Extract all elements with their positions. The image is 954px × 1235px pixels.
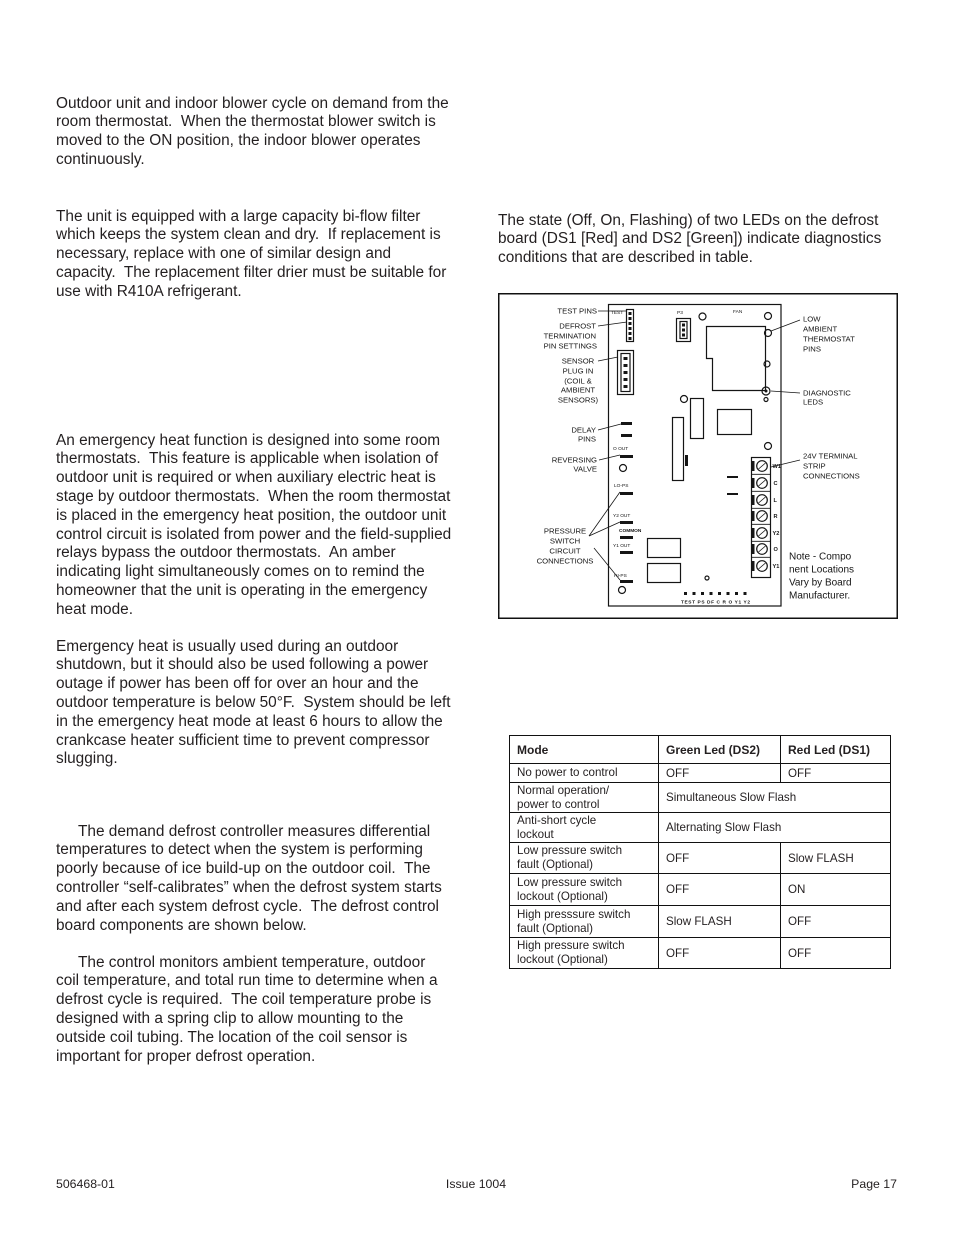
red-led-cell: OFF <box>781 938 891 969</box>
mode-cell: Low pressure switch fault (Optional) <box>510 843 659 874</box>
label-sensor-plug: AMBIENT <box>560 385 596 395</box>
red-led-cell: ON <box>781 874 891 906</box>
mode-cell: No power to control <box>510 764 659 783</box>
terminal-label: O <box>773 547 778 553</box>
mode-cell: High pressure switch lockout (Optional) <box>510 938 659 969</box>
demand-defrost-paragraph: The demand defrost controller measures differential temperatures to detect when the system is performing poorly because of ice build-up on the outdoor coil. The controller “self-calibrates” when the defrost system starts and after each system defrost cycle. The defrost control board components are shown below. <box>56 822 442 934</box>
table-row <box>510 874 891 906</box>
terminal-label: W1 <box>772 464 781 470</box>
filter-drier-paragraph: The unit is equipped with a large capacity bi-flow filter which keeps the system clean and dry. If replacement is necessary, replace with one of similar design and capacity. The replacement filter drier must be suitable for use with R410A refrigerant. <box>56 207 447 300</box>
terminal-label: R <box>773 514 778 520</box>
label-reversing-valve: VALVE <box>573 464 597 474</box>
label-pressure-switch: CIRCUIT <box>549 546 581 556</box>
label-delay-pins: DELAY <box>571 425 596 435</box>
label-defrost-termination: DEFROST <box>559 321 596 331</box>
green-led-cell: OFF <box>659 938 781 969</box>
red-led-cell: Slow FLASH <box>781 843 891 874</box>
figure-note: Vary by Board <box>789 577 852 589</box>
label-diagnostic-leds: DIAGNOSTIC <box>803 388 851 398</box>
label-sensor-plug: PLUG IN <box>562 366 594 376</box>
label-pressure-switch: SWITCH <box>549 536 581 546</box>
footer-issue: Issue 1004 <box>445 1177 507 1191</box>
label-pressure-switch: CONNECTIONS <box>536 556 594 566</box>
label-terminal-strip: 24V TERMINAL <box>803 451 858 461</box>
green-led-cell: OFF <box>659 843 781 874</box>
marking-fan: FAN <box>733 310 743 315</box>
marking-lo-ps: LO-PS <box>614 484 629 489</box>
red-led-cell: OFF <box>781 906 891 938</box>
terminal-label: Y2 <box>772 531 780 537</box>
label-terminal-strip: CONNECTIONS <box>803 471 860 481</box>
footer-doc-number: 506468-01 <box>56 1177 115 1191</box>
label-diagnostic-leds: LEDS <box>803 397 824 407</box>
label-defrost-termination: PIN SETTINGS <box>543 341 597 351</box>
defrost-board-figure <box>498 293 898 619</box>
mode-cell: Normal operation/ power to control <box>510 783 659 813</box>
label-sensor-plug: SENSORS) <box>557 395 599 405</box>
emergency-heat-paragraph: An emergency heat function is designed into some room thermostats. This feature is applicable when isolation of outdoor unit is required or when auxiliary electric heat is stage by outdoor thermostats. When the room thermostat is placed in the emergency heat position, the outdoor unit control circuit is isolated from power and the field-supplied relays bypass the outdoor thermostats. An amber indicating light simultaneously comes on to remind the homeowner that the unit is operating in the emergency heat mode. <box>56 431 452 618</box>
green-led-cell: Slow FLASH <box>659 906 781 938</box>
label-low-ambient: LOW <box>803 314 821 324</box>
table-row <box>510 906 891 938</box>
table-row <box>510 764 891 783</box>
mode-cell: High presssure switch fault (Optional) <box>510 906 659 938</box>
green-led-cell: OFF <box>659 764 781 783</box>
marking-common: COMMON <box>619 529 642 534</box>
label-pressure-switch: PRESSURE <box>543 526 587 536</box>
terminal-label: L <box>773 498 777 504</box>
label-sensor-plug: (COIL & <box>564 376 592 386</box>
marking-hi-ps: HI-PS <box>614 574 627 579</box>
header-red-led: Red Led (DS1) <box>781 736 891 764</box>
combined-led-cell: Alternating Slow Flash <box>659 813 891 843</box>
terminal-label: C <box>773 481 778 487</box>
marking-p3: P3 <box>677 311 683 316</box>
green-led-cell: OFF <box>659 874 781 906</box>
led-state-paragraph: The state (Off, On, Flashing) of two LEDs on the defrost board (DS1 [Red] and DS2 [Green]) indicate diagnostics conditions that are described in table. <box>498 211 882 267</box>
header-green-led: Green Led (DS2) <box>659 736 781 764</box>
label-terminal-strip: STRIP <box>803 461 826 471</box>
defrost-control-paragraph: The control monitors ambient temperature, outdoor coil temperature, and total run time to determine when a defrost cycle is required. The coil temperature probe is designed with a spring clip to allow mounting to the outside coil tubing. The location of the coil sensor is important for proper defrost operation. <box>56 953 438 1065</box>
figure-note: nent Locations <box>789 564 855 576</box>
label-sensor-plug: SENSOR <box>561 356 595 366</box>
emergency-heat-usage-paragraph: Emergency heat is usually used during an outdoor shutdown, but it should also be used following a power outage if power has been off for over an hour and the outdoor temperature is below 50°F. System should be left in the emergency heat mode at least 6 hours to allow the crankcase heater sufficient time to prevent compressor slugging. <box>56 637 451 768</box>
marking-y1-out: Y1 OUT <box>613 544 631 549</box>
blower-cycle-paragraph: Outdoor unit and indoor blower cycle on demand from the room thermostat. When the thermostat blower switch is moved to the ON position, the indoor blower operates continuously. <box>56 94 449 168</box>
table-row <box>510 783 891 813</box>
marking-bottom-pins: TEST PS DF C R O Y1 Y2 <box>681 600 750 606</box>
header-mode: Mode <box>510 736 659 764</box>
table-row <box>510 938 891 969</box>
mode-cell: Low pressure switch lockout (Optional) <box>510 874 659 906</box>
mode-cell: Anti-short cycle lockout <box>510 813 659 843</box>
label-low-ambient: THERMOSTAT <box>803 334 855 344</box>
marking-y2-out: Y2 OUT <box>613 514 631 519</box>
label-delay-pins: PINS <box>578 434 596 444</box>
label-low-ambient: PINS <box>803 344 821 354</box>
red-led-cell: OFF <box>781 764 891 783</box>
marking-o-out: O OUT <box>613 447 629 452</box>
led-diagnostics-table <box>509 735 891 969</box>
combined-led-cell: Simultaneous Slow Flash <box>659 783 891 813</box>
figure-note: Manufacturer. <box>789 590 851 602</box>
footer-page-number: Page 17 <box>851 1177 897 1191</box>
table-row <box>510 843 891 874</box>
figure-note: Note - Compo <box>789 551 852 563</box>
label-test-pins: TEST PINS <box>557 306 597 316</box>
label-defrost-termination: TERMINATION <box>543 331 596 341</box>
table-row <box>510 813 891 843</box>
label-reversing-valve: REVERSING <box>551 455 597 465</box>
table-header-row <box>510 736 891 764</box>
label-low-ambient: AMBIENT <box>803 324 838 334</box>
terminal-label: Y1 <box>772 564 780 570</box>
marking-test: TEST <box>611 311 624 316</box>
